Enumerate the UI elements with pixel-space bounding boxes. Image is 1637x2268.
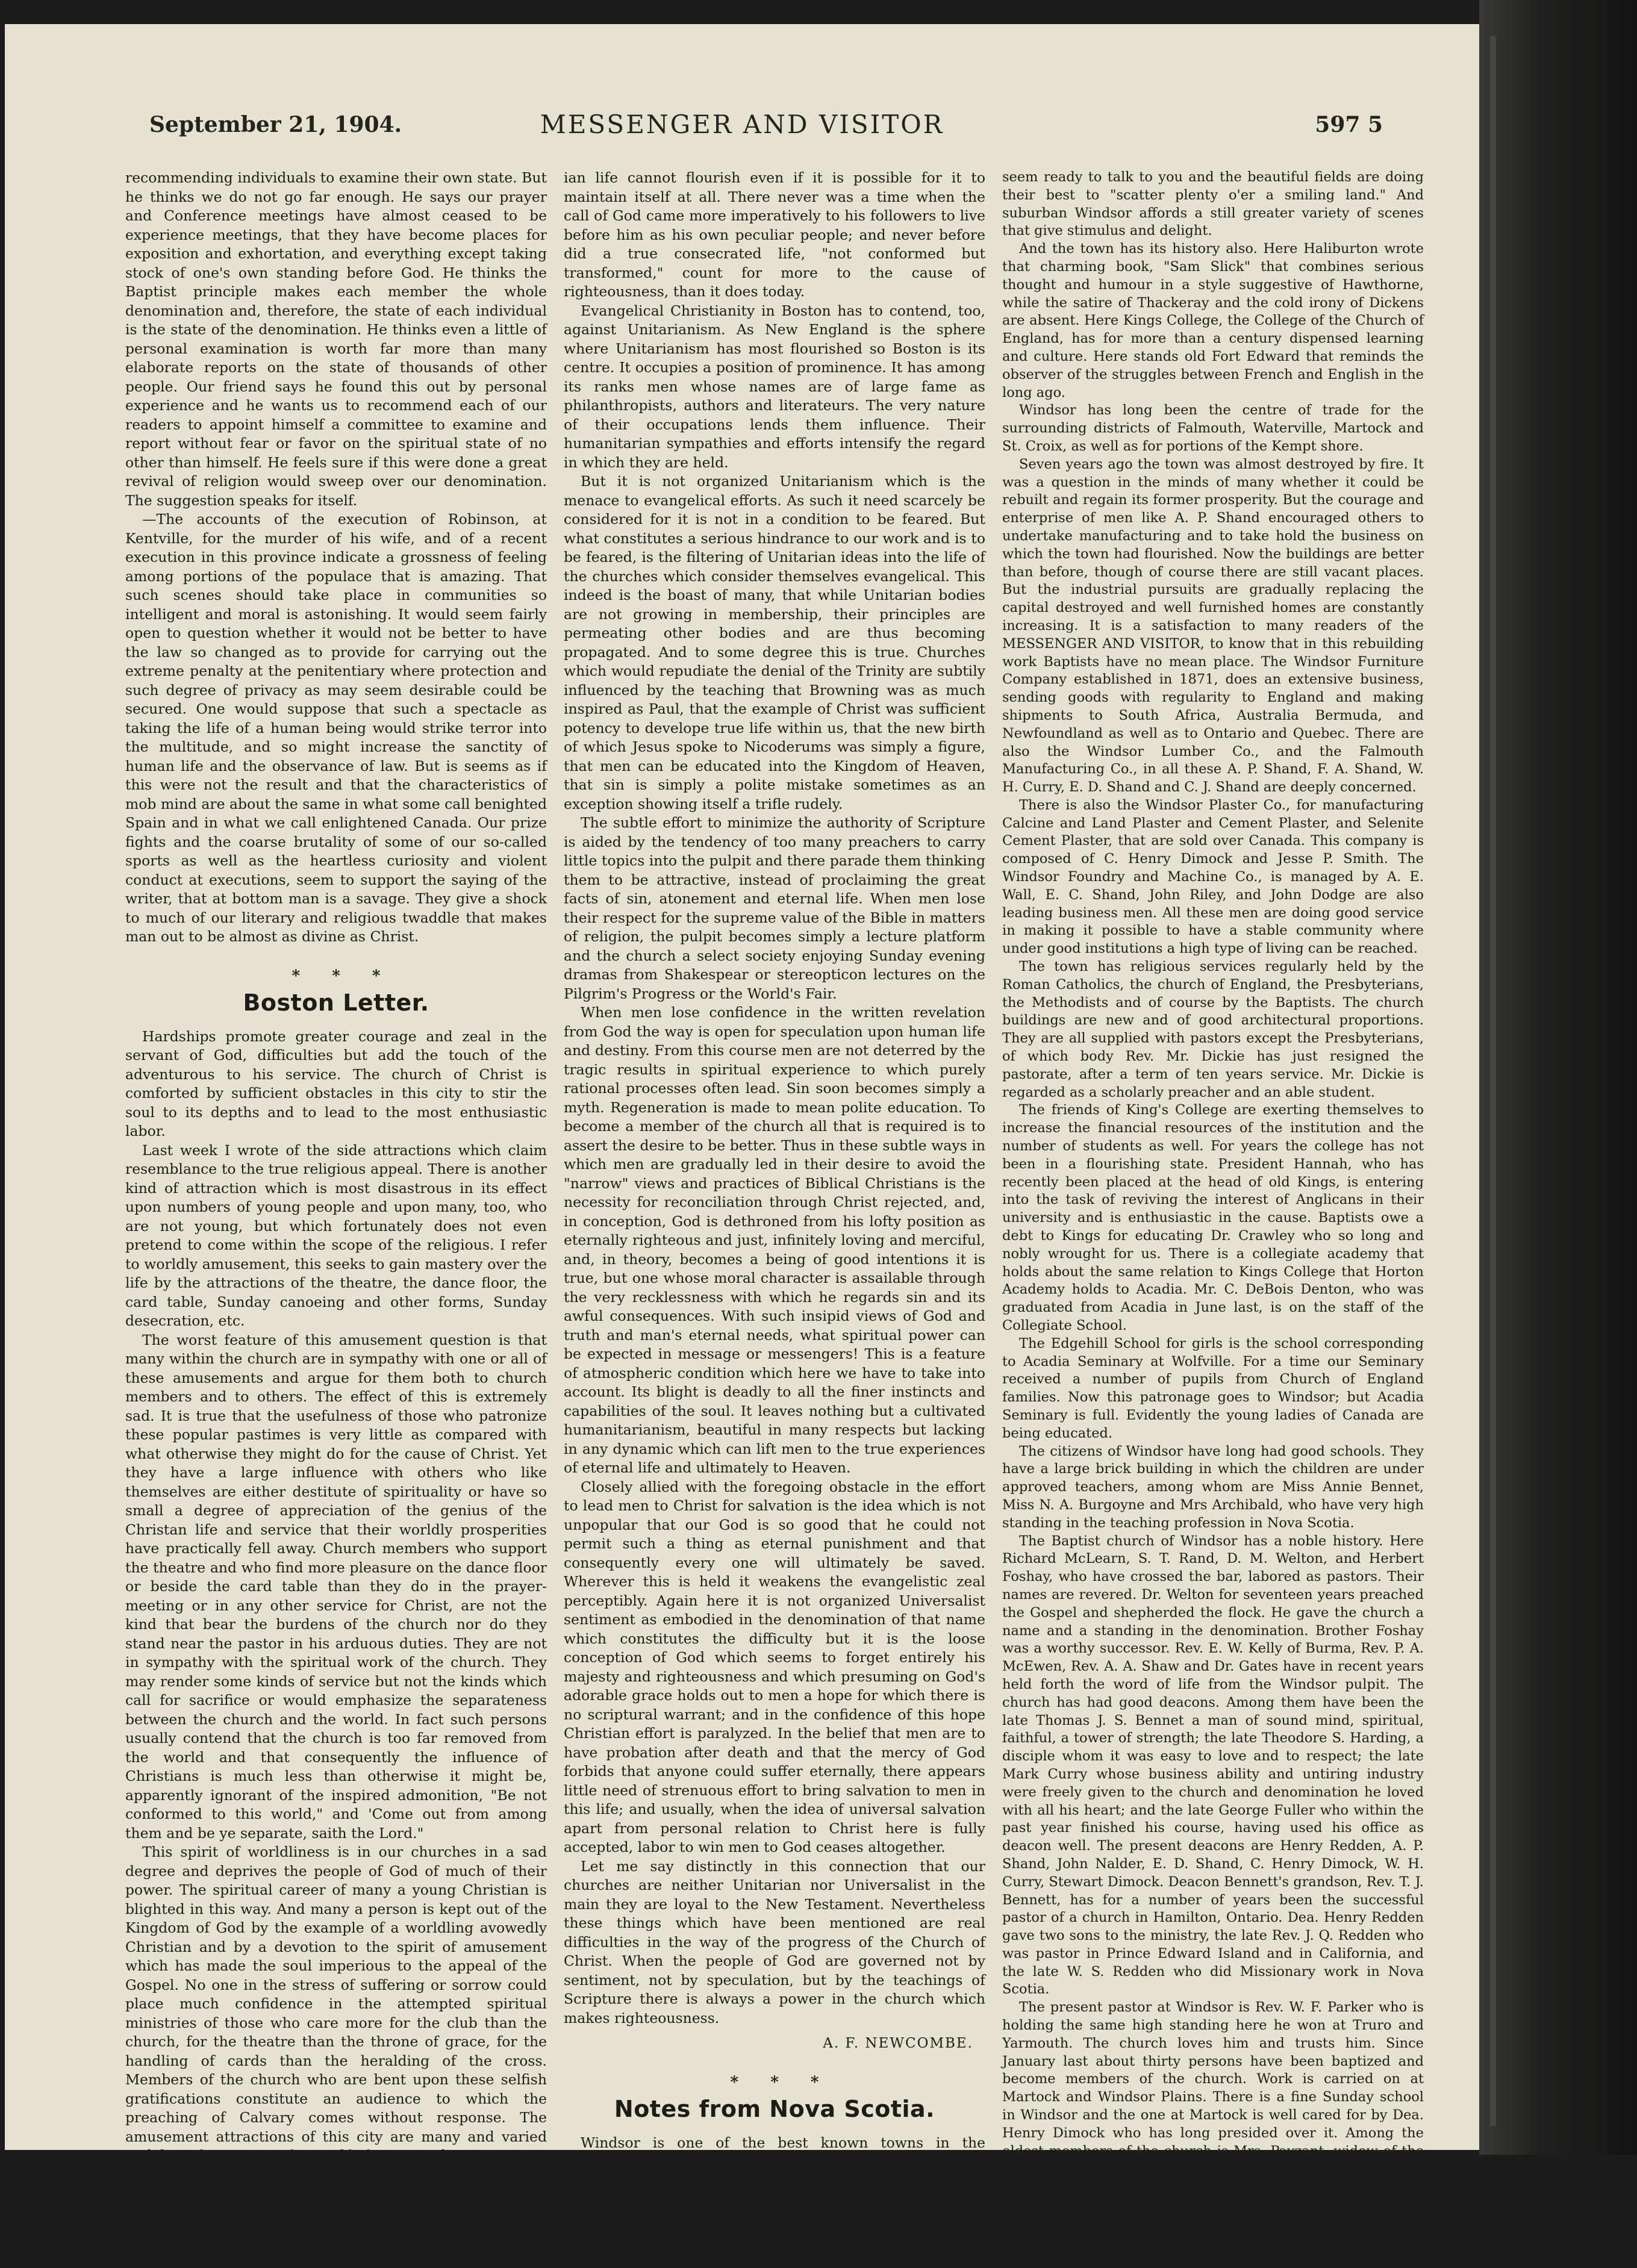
article-paragraph: Hardships promote greater courage and zeal in the servant of God, difficulties but add the touch of the adventurous to his service. The church of Christ is comforted by sufficient obstacles in this city to stir the soul to its depths and to lead to the most enthusiastic labor. bbox=[125, 1027, 547, 1139]
article-paragraph: The Edgehill School for girls is the school corresponding to Acadia Seminary at Wolfville. For a time our Seminary received a number of pupils from Church of England families. Now this patronage goes to Windsor; but Acadia Seminary is full. Evidently the young ladies of Canada are being educated. bbox=[1002, 1335, 1424, 1441]
article-paragraph: The worst feature of this amusement question is that many within the church are in sympathy with one or all of these amusements and argue for them both to church members and to others. The effect of this is extremely sad. It is true that the usefulness of those who patronize these popular pastimes is very little as compared with what otherwise they might do for the cause of Christ. Yet they have a large influence with others who like themselves are either destitute of spirituality or have so small a degree of appreciation of the genius of the Christan life and service that their worldly prosperities have practically fell away. Church members who support the theatre and who find more pleasure on the dance floor or beside the card table than they do in the prayer-meeting or in any other service for Christ, are not the kind that bear the burdens of the church nor do they stand near the pastor in his arduous duties. They are not in sympathy with the spiritual work of the church. They may render some kinds of service but not the kinds which call for sacrifice or would emphasize the separateness between the church and the world. In fact such persons usually contend that the church is too far removed from the world and that consequently the influence of Christians is much less than otherwise it might be, apparently ignorant of the inspired admonition, "Be not conformed to this world," and 'Come out from among them and be ye separate, saith the Lord." bbox=[125, 1331, 547, 1842]
article-paragraph: Windsor has long been the centre of trade for the surrounding districts of Falmouth, Waterville, Martock and St. Croix, as well as for portions of the Kempt shore. bbox=[1002, 402, 1424, 454]
article-paragraph: The present pastor at Windsor is Rev. W. F. Parker who is holding the same high standing here he won at Truro and Yarmouth. The church loves him and trusts him. Since January last about thirty persons have been baptized and become members of the church. Work is carried on at Martock and Windsor Plains. There is a fine Sunday school in Windsor and the one at Martock is well cared for by Dea. Henry Dimock who has long presided over it. Among the oldest members of the church is Mrs. Payzant, widow of the late G. P. Payzant who made so large a bequest to Acadia. Mrs. Payzant is in advanced years and is sorely afflicted in the loss of her sight. But she murmurs not. On the contrary she bears the same strong testimony to the lovingkindness of the Lord which she has borne in the church for the greater part of its history. bbox=[1002, 1999, 1424, 2267]
author-signature: A. F. NEWCOMBE. bbox=[823, 2036, 973, 2051]
article-paragraph: When men lose confidence in the written revelation from God the way is open for speculation upon human life and destiny. From this course men are not deterred by the tragic results in spiritual experience to which purely rational processes often lead. Sin soon becomes simply a myth. Regeneration is made to mean polite education. To become a member of the church all that is required is to assert the desire to be better. Thus in these subtle ways in which men are gradually led in their desire to avoid the "narrow" views and practices of Biblical Christians is the necessity for reconciliation through Christ rejected, and, in conception, God is dethroned from his lofty position as eternally righteous and just, infinitely loving and merciful, and, in theory, becomes a being of good intentions it is true, but one whose moral character is assailable through the very recklessness with which he regards sin and its awful consequences. With such insipid views of God and truth and man's eternal needs, what spiritual power can be expected in message or messengers! This is a feature of atmospheric condition which here we have to take into account. Its blight is deadly to all the finer instincts and capabilities of the soul. It leaves nothing but a cultivated humanitarianism, beautiful in many respects but lacking in any dynamic which can lift men to the true experiences of eternal life and ultimately to Heaven. bbox=[564, 1004, 985, 1476]
column-3 bbox=[1002, 169, 1424, 2267]
article-paragraph: ian life cannot flourish even if it is possible for it to maintain itself at all. There never was a time when the call of God came more imperatively to his followers to live before him as his own peculiar people; and never before did a true consecrated life, "not conformed but transformed," count for more to the cause of righteousness, than it does today. bbox=[564, 169, 985, 300]
issue-date: September 21, 1904. bbox=[149, 112, 402, 137]
section-divider: * * * bbox=[730, 2073, 832, 2092]
article-paragraph: seem ready to talk to you and the beautiful fields are doing their best to "scatter plenty o'er a smiling land." And suburban Windsor affords a still greater variety of scenes that give stimulus and delight. bbox=[1002, 169, 1424, 239]
article-paragraph: The friends of King's College are exerting themselves to increase the financial resources of the institution and the number of students as well. For years the college has not been in a flourishing state. President Hannah, who has recently been placed at the head of old Kings, is entering into the task of reviving the interest of Anglicans in their university and is enthusiastic in the cause. Baptists owe a debt to Kings for educating Dr. Crawley who so long and nobly wrought for us. There is a collegiate academy that holds about the same relation to Kings College that Horton Academy holds to Acadia. Mr. C. DeBois Denton, who was graduated from Acadia in June last, is on the staff of the Collegiate School. bbox=[1002, 1102, 1424, 1333]
section-divider: * * * bbox=[292, 967, 394, 985]
article-paragraph: This spirit of worldliness is in our churches in a sad degree and deprives the people of God of much of their power. The spiritual career of many a young Christian is blighted in this way. And many a person is kept out of the Kingdom of God by the example of a worldling avowedly Christian and by a devotion to the spirit of amusement which has made the soul imperious to the appeal of the Gospel. No one in the stress of suffering or sorrow could place much confidence in the attempted spiritual ministries of those who care more for the club than the church, for the theatre than the throne of grace, for the handling of cards than the heralding of the cross. Members of the church who are bent upon these selfish gratifications constitute an audience to which the preaching of Calvary comes without response. The amusement attractions of this city are many and varied and furnish an atmosphere of lightness and insincerity in which the Christ- bbox=[125, 1843, 547, 2183]
newspaper-title: MESSENGER AND VISITOR bbox=[540, 110, 944, 139]
article-heading-notes-from-nova-scotia: Notes from Nova Scotia. bbox=[614, 2096, 935, 2122]
article-paragraph: The town has religious services regularly held by the Roman Catholics, the church of England, the Presbyterians, the Methodists and of course by the Baptists. The church buildings are new and of good architectural proportions. They are all supplied with pastors except the Presbyterians, of which body Rev. Mr. Dickie has just resigned the pastorate, after a term of ten years service. Mr. Dickie is regarded as a scholarly preacher and an able student. bbox=[1002, 959, 1424, 1100]
article-paragraph: —The accounts of the execution of Robinson, at Kentville, for the murder of his wife, and of a recent execution in this province indicate a grossness of feeling among portions of the populace that is amazing. That such scenes should take place in communities so intelligent and moral is astonishing. It would seem fairly open to question whether it would not be better to have the law so changed as to provide for carrying out the extreme penalty at the penitentiary where protection and such degree of privacy as may seem desirable could be secured. One would suppose that such a spectacle as taking the life of a human being would strike terror into the multitude, and so might increase the sanctity of human life and the observance of law. But is seems as if this were not the result and that the characteristics of mob mind are about the same in what some call benighted Spain and in what we call enlightened Canada. Our prize fights and the coarse brutality of some of our so-called sports as well as the heartless curiosity and violent conduct at executions, seem to support the saying of the writer, that at bottom man is a savage. They give a shock to much of our literary and religious twaddle that makes man out to be almost as divine as Christ. bbox=[125, 511, 547, 945]
article-paragraph: Windsor is one of the best known towns in the provinces. Its situation on the river Avon, which empties into the Basin of Minas, is picturesque and beautiful. From Ferry Hill, Fort Edward, Edgehill, the views, though not so extensive as those obtained of other places mentioned in previous articles, are simply charming. The little hills and valleys bbox=[564, 2134, 985, 2265]
article-paragraph: Let me say distinctly in this connection that our churches are neither Unitarian nor Universalist in the main they are loyal to the New Testament. Nevertheless these things which have been mentioned are real difficulties in the way of the progress of the Church of Christ. When the people of God are governed not by sentiment, not by speculation, but by the teachings of Scripture there is always a power in the church which makes righteousness. bbox=[564, 1857, 985, 2027]
article-paragraph: The subtle effort to minimize the authority of Scripture is aided by the tendency of too many preachers to carry little topics into the pulpit and there parade them thinking them to be attractive, instead of proclaiming the great facts of sin, atonement and eternal life. When men lose their respect for the supreme value of the Bible in matters of religion, the pulpit becomes simply a lecture platform and the church a select society enjoying Sunday evening dramas from Shakespear or stereopticon lectures on the Pilgrim's Progress or the World's Fair. bbox=[564, 814, 985, 1002]
article-paragraph: And the town has its history also. Here Haliburton wrote that charming book, "Sam Slick" that combines serious thought and humour in a style suggestive of Hawthorne, while the satire of Thackeray and the cold irony of Dickens are absent. Here Kings College, the College of the Church of England, has for more than a century dispensed learning and culture. Here stands old Fort Edward that reminds the observer of the struggles between French and English in the long ago. bbox=[1002, 241, 1424, 400]
article-paragraph: Evangelical Christianity in Boston has to contend, too, against Unitarianism. As New England is the sphere where Unitarianism has most flourished so Boston is its centre. It occupies a position of prominence. It has among its ranks men whose names are of large fame as philanthropists, authors and literateurs. The very nature of their occupations lends them influence. Their humanitarian sympathies and efforts intensify the regard in which they are held. bbox=[564, 302, 985, 471]
article-paragraph: Closely allied with the foregoing obstacle in the effort to lead men to Christ for salvation is the idea which is not unpopular that our God is so good that he could not permit such a thing as eternal punishment and that consequently every one will ultimately be saved. Wherever this is held it weakens the evangelistic zeal perceptibly. Again here it is not organized Universalist sentiment as embodied in the denomination of that name which constitutes the difficulty but it is the loose conception of God which seems to forget entirely his majesty and righteousness and which presuming on God's adorable grace holds out to men a hope for which there is no scriptural warrant; and in the confidence of this hope Christian effort is paralyzed. In the belief that men are to have probation after death and that the mercy of God forbids that anyone could suffer eternally, there appears little need of strenuous effort to bring salvation to men in this life; and usually, when the idea of universal salvation apart from personal relation to Christ here is fully accepted, labor to win men to God ceases altogether. bbox=[564, 1478, 985, 1855]
newspaper-page bbox=[5, 24, 1479, 2267]
column-2 bbox=[564, 169, 985, 2265]
book-binding bbox=[1479, 0, 1637, 2155]
article-paragraph: There is also the Windsor Plaster Co., for manufacturing Calcine and Land Plaster and Cement Plaster, and Selenite Cement Plaster, that are sold over Canada. This company is composed of C. Henry Dimock and Jesse P. Smith. The Windsor Foundry and Machine Co., is managed by A. E. Wall, E. C. Shand, John Riley, and John Dodge are also leading business men. All these men are doing good service in making it possible to have a stable community where under good institutions a high type of living can be reached. bbox=[1002, 797, 1424, 957]
binding-edge bbox=[1490, 36, 1496, 2126]
article-paragraph: But it is not organized Unitarianism which is the menace to evangelical efforts. As such it need scarcely be considered for it is not in a condition to be feared. But what constitutes a serious hindrance to our work and is to be feared, is the filtering of Unitarian ideas into the life of the churches which consider themselves evangelical. This indeed is the boast of many, that while Unitarian bodies are not growing in membership, their principles are permeating other bodies and are thus becoming propagated. And to some degree this is true. Churches which would repudiate the denial of the Trinity are subtily influenced by the teaching that Browning was as much inspired as Paul, that the example of Christ was sufficient potency to develope true life within us, that the new birth of which Jesus spoke to Nicoderums was simply a figure, that men can be educated into the Kingdom of Heaven, that sin is simply a polite mistake sometimes as an exception showing itself a trifle rudely. bbox=[564, 473, 985, 812]
article-paragraph: recommending individuals to examine their own state. But he thinks we do not go far enough. He says our prayer and Conference meetings have almost ceased to be experience meetings, that they have become places for exposition and exhortation, and everything except taking stock of one's own standing before God. He thinks the Baptist principle makes each member the whole denomination and, therefore, the state of each individual is the state of the denomination. He thinks even a little of personal examination is worth far more than many elaborate reports on the state of thousands of other people. Our friend says he found this out by personal experience and he wants us to recommend each of our readers to appoint himself a committee to examine and report without fear or favor on the spiritual state of no other than himself. He feels sure if this were done a great revival of religion would sweep over our denomination. The suggestion speaks for itself. bbox=[125, 169, 547, 509]
column-1 bbox=[125, 169, 547, 2183]
page-number: 597 5 bbox=[1315, 112, 1383, 137]
article-heading-boston-letter: Boston Letter. bbox=[243, 989, 429, 1016]
article-paragraph: The Baptist church of Windsor has a noble history. Here Richard McLearn, S. T. Rand, D. M. Welton, and Herbert Foshay, who have crossed the bar, labored as pastors. Their names are revered. Dr. Welton for seventeen years preached the Gospel and shepherded the flock. He gave the church a name and a standing in the denomination. Brother Foshay was a worthy successor. Rev. E. W. Kelly of Burma, Rev. P. A. McEwen, Rev. A. A. Shaw and Dr. Gates have in recent years held forth the word of life from the Windsor pulpit. The church has had good deacons. Among them have been the late Thomas J. S. Bennet a man of sound mind, spiritual, faithful, a tower of strength; the late Theodore S. Harding, a disciple whom it was easy to love and to respect; the late Mark Curry whose business ability and untiring industry were freely given to the church and denomination he loved with all his heart; and the late George Fuller who within the past year finished his course, having used his office as deacon well. The present deacons are Henry Redden, A. P. Shand, John Nalder, E. D. Shand, C. Henry Dimock, W. H. Curry, Stewart Dimock. Deacon Bennett's grandson, Rev. T. J. Bennett, has for a number of years been the successful pastor of a church in Hamilton, Ontario. Dea. Henry Redden gave two sons to the ministry, the late Rev. J. Q. Redden who was pastor in Prince Edward Island and in California, and the late W. S. Redden who did Missionary work in Nova Scotia. bbox=[1002, 1533, 1424, 1998]
masthead bbox=[5, 96, 1479, 145]
article-paragraph: The citizens of Windsor have long had good schools. They have a large brick building in which the children are under approved teachers, among whom are Miss Annie Bennet, Miss N. A. Burgoyne and Mrs Archibald, who have very high standing in the teaching profession in Nova Scotia. bbox=[1002, 1443, 1424, 1531]
article-paragraph: Last week I wrote of the side attractions which claim resemblance to the true religious appeal. There is another kind of attraction which is most disastrous in its effect upon numbers of young people and upon many, too, who are not young, but which fortunately does not even pretend to come within the scope of the religious. I refer to worldly amusement, this seeks to gain mastery over the life by the attractions of the theatre, the dance floor, the card table, Sunday canoeing and other forms, Sunday desecration, etc. bbox=[125, 1141, 547, 1329]
article-paragraph: Seven years ago the town was almost destroyed by fire. It was a question in the minds of many whether it could be rebuilt and regain its former prosperity. But the courage and enterprise of men like A. P. Shand encouraged others to undertake manufacturing and to take hold the business on which the town had flourished. Now the buildings are better than before, though of course there are still vacant places. But the industrial pursuits are gradually replacing the capital destroyed and well furnished homes are constantly increasing. It is a satisfaction to many readers of the MESSENGER AND VISITOR, to know that in this rebuilding work Baptists have no mean place. The Windsor Furniture Company established in 1871, does an extensive business, sending goods with regularity to England and making shipments to South Africa, Australia Bermuda, and Newfoundland as well as to Ontario and Quebec. There are also the Windsor Lumber Co., and the Falmouth Manufacturing Co., in all these A. P. Shand, F. A. Shand, W. H. Curry, E. D. Shand and C. J. Shand are deeply concerned. bbox=[1002, 456, 1424, 796]
